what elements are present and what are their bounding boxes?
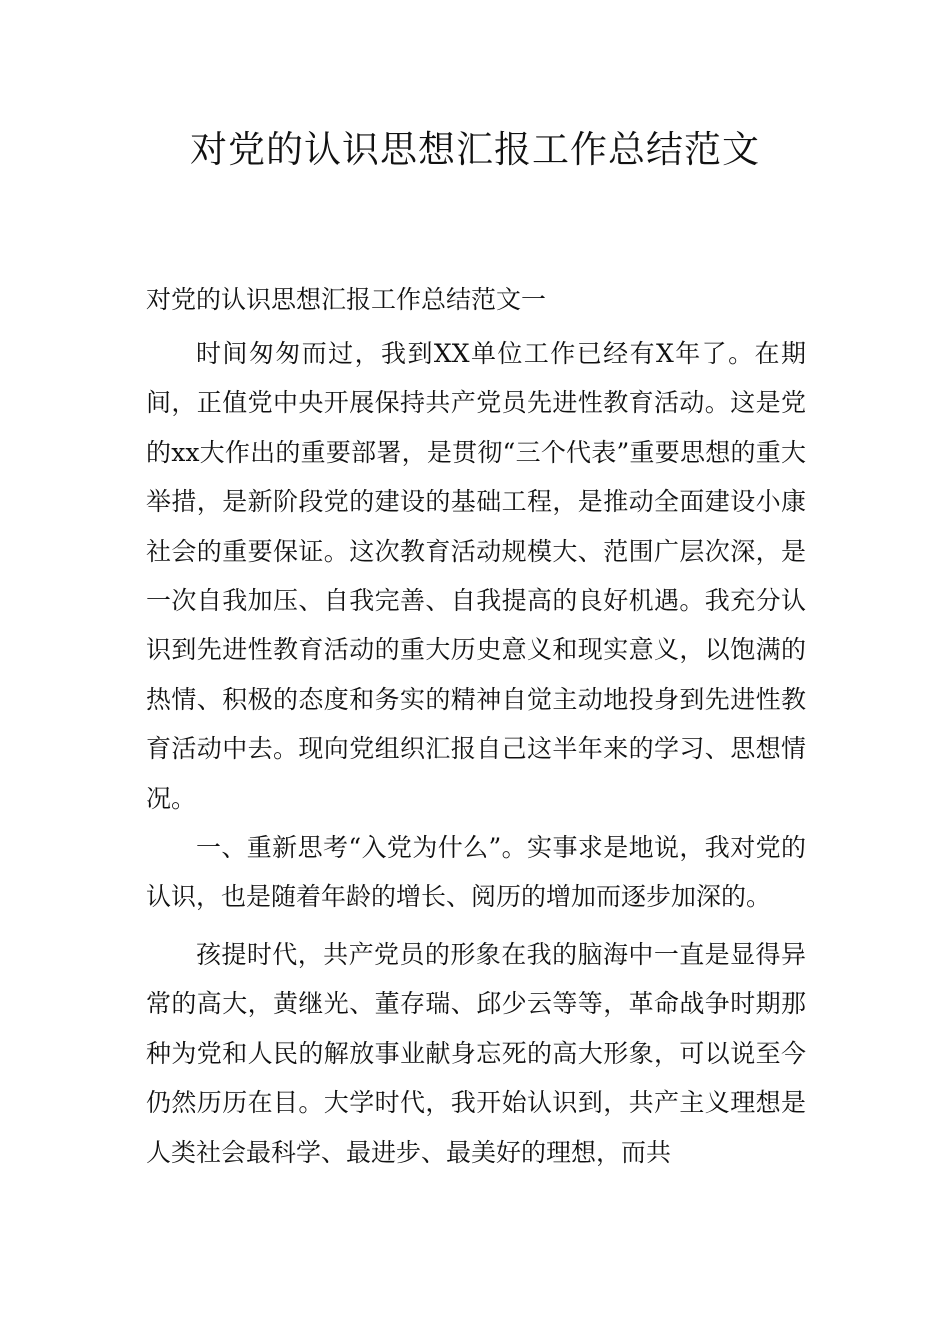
paragraph-childhood: 孩提时代，共产党员的形象在我的脑海中一直是显得异常的高大，黄继光、董存瑞、邱少云等等，革命战争时期那种为党和人民的解放事业献身忘死的高大形象，可以说至今仍然历历在目。大学时代，我开始认识到，共产主义理想是人类社会最科学、最进步、最美好的理想，而共 — [146, 939, 806, 1167]
document-title: 对党的认识思想汇报工作总结范文 — [190, 128, 760, 171]
paragraph-point-one: 一、重新思考“入党为什么”。实事求是地说，我对党的认识，也是随着年龄的增长、阅历的增加而逐步加深的。 — [146, 833, 806, 912]
paragraph-intro: 时间匆匆而过，我到XX单位工作已经有X年了。在期间，正值党中央开展保持共产党员先进性教育活动。这是党的xx大作出的重要部署，是贯彻“三个代表”重要思想的重大举措，是新阶段党的建设的基础工程，是推动全面建设小康社会的重要保证。这次教育活动规模大、范围广层次深，是一次自我加压、自我完善、自我提高的良好机遇。我充分认识到先进性教育活动的重大历史意义和现实意义，以饱满的热情、积极的态度和务实的精神自觉主动地投身到先进性教育活动中去。现向党组织汇报自己这半年来的学习、思想情况。 — [146, 339, 806, 813]
section-heading: 对党的认识思想汇报工作总结范文一 — [146, 285, 547, 314]
document-body — [146, 281, 806, 1177]
